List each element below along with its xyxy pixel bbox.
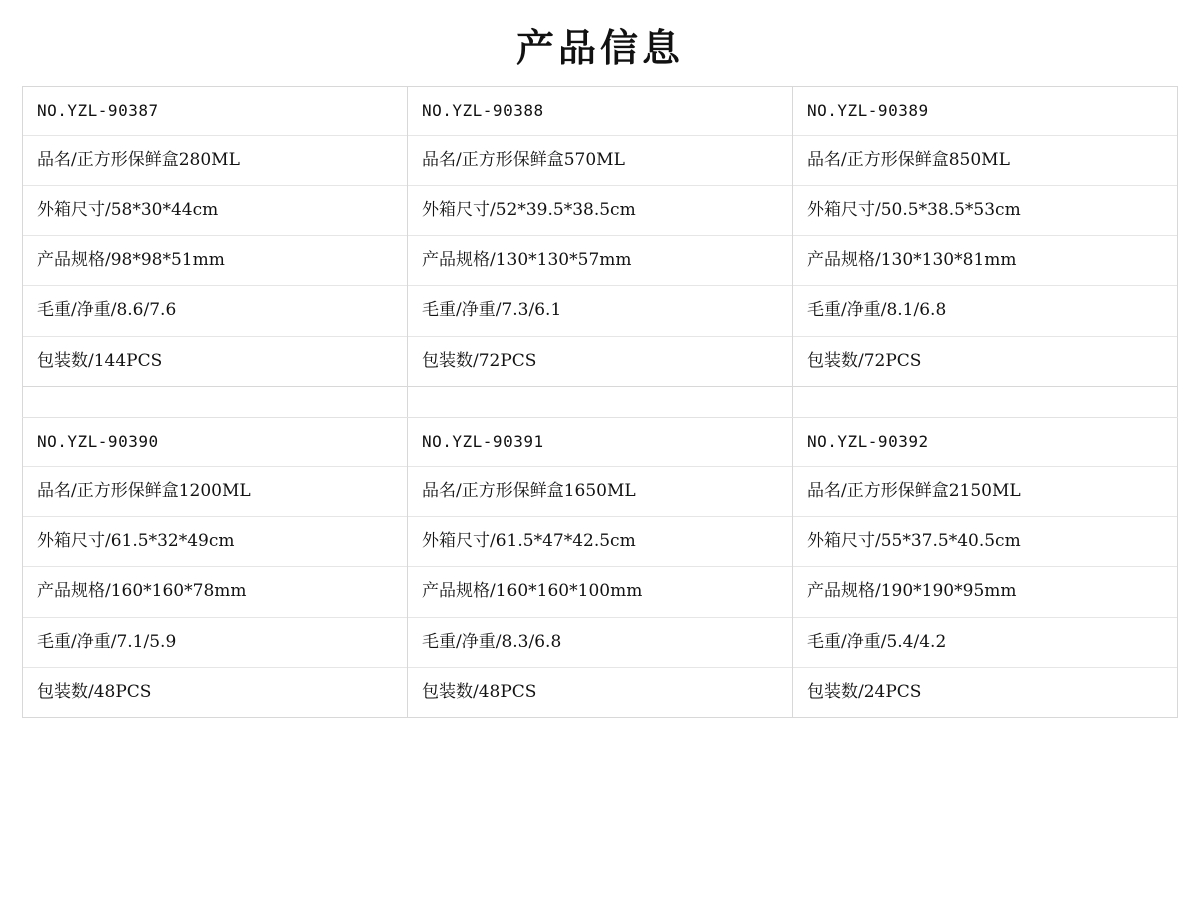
product-no: NO.YZL-90392 [793, 418, 1177, 467]
gross-net-weight: 毛重/净重/7.1/5.9 [23, 618, 407, 668]
product-name: 品名/正方形保鲜盒570ML [408, 136, 792, 186]
carton-size: 外箱尺寸/61.5*32*49cm [23, 517, 407, 567]
product-name: 品名/正方形保鲜盒1200ML [23, 467, 407, 517]
carton-size: 外箱尺寸/50.5*38.5*53cm [793, 186, 1177, 236]
product-spec: 产品规格/130*130*57mm [408, 236, 792, 286]
table-row [23, 86, 1178, 386]
packing-qty: 包装数/24PCS [807, 681, 922, 702]
packing-qty: 包装数/48PCS [37, 681, 152, 702]
product-card [23, 418, 407, 717]
packing-qty: 包装数/144PCS [37, 350, 163, 371]
gross-net-weight: 毛重/净重/8.6/7.6 [23, 286, 407, 336]
product-name: 品名/正方形保鲜盒280ML [23, 136, 407, 186]
product-name: 品名/正方形保鲜盒2150ML [793, 467, 1177, 517]
packing-qty: 包装数/72PCS [807, 350, 922, 371]
packing-qty: 包装数/48PCS [422, 681, 537, 702]
product-spec: 产品规格/130*130*81mm [793, 236, 1177, 286]
product-cell [23, 86, 408, 386]
table-row [23, 417, 1178, 717]
table-spacer-row [23, 386, 1178, 417]
packing-qty: 包装数/72PCS [422, 350, 537, 371]
product-spec: 产品规格/190*190*95mm [793, 567, 1177, 617]
spacer-cell [23, 386, 408, 417]
product-card [408, 87, 792, 386]
product-cell [23, 417, 408, 717]
product-card [793, 418, 1177, 717]
spec-table-wrapper [22, 86, 1178, 719]
product-name: 品名/正方形保鲜盒850ML [793, 136, 1177, 186]
product-spec: 产品规格/98*98*51mm [23, 236, 407, 286]
page-title: 产品信息 [515, 26, 684, 70]
carton-size: 外箱尺寸/52*39.5*38.5cm [408, 186, 792, 236]
product-cell [793, 86, 1178, 386]
gross-net-weight: 毛重/净重/5.4/4.2 [793, 618, 1177, 668]
product-cell [793, 417, 1178, 717]
product-spec: 产品规格/160*160*78mm [23, 567, 407, 617]
product-no: NO.YZL-90390 [23, 418, 407, 467]
product-no: NO.YZL-90388 [408, 87, 792, 136]
gross-net-weight: 毛重/净重/8.3/6.8 [408, 618, 792, 668]
product-spec-table [22, 86, 1178, 719]
spacer-cell [408, 386, 793, 417]
gross-net-weight: 毛重/净重/7.3/6.1 [408, 286, 792, 336]
carton-size: 外箱尺寸/58*30*44cm [23, 186, 407, 236]
product-no: NO.YZL-90391 [408, 418, 792, 467]
product-card [793, 87, 1177, 386]
product-cell [408, 86, 793, 386]
product-cell [408, 417, 793, 717]
carton-size: 外箱尺寸/61.5*47*42.5cm [408, 517, 792, 567]
carton-size: 外箱尺寸/55*37.5*40.5cm [793, 517, 1177, 567]
product-spec: 产品规格/160*160*100mm [408, 567, 792, 617]
product-no: NO.YZL-90389 [793, 87, 1177, 136]
product-name: 品名/正方形保鲜盒1650ML [408, 467, 792, 517]
product-card [408, 418, 792, 717]
product-no: NO.YZL-90387 [23, 87, 407, 136]
product-card [23, 87, 407, 386]
spacer-cell [793, 386, 1178, 417]
gross-net-weight: 毛重/净重/8.1/6.8 [793, 286, 1177, 336]
